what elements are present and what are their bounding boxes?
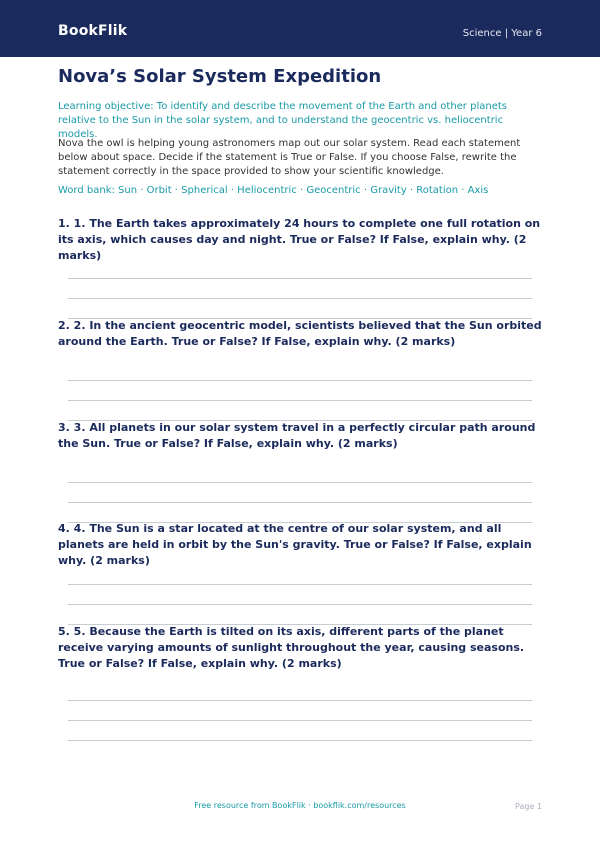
- question-text: 1. 1. The Earth takes approximately 24 hours to complete one full rotation on its axis, which causes day and night. True or False? If False, explain why. (2 marks): [58, 217, 541, 262]
- answer-line[interactable]: [68, 720, 532, 721]
- question-text: 3. 3. All planets in our solar system travel in a perfectly circular path around the Sun. True or False? If False, explain why. (2 marks): [58, 421, 536, 450]
- question-4: [58, 521, 542, 569]
- question-2: [58, 318, 542, 350]
- question-text: 5. 5. Because the Earth is tilted on its axis, different parts of the planet receive varying amounts of sunlight throughout the year, causing seasons. True or False? If False, explain why. (2 marks): [58, 625, 525, 670]
- brand-logo[interactable]: BookFlik: [58, 23, 128, 39]
- question-text: 4. 4. The Sun is a star located at the centre of our solar system, and all planets are held in orbit by the Sun's gravity. True or False? If False, explain why. (2 marks): [58, 522, 532, 567]
- answer-line[interactable]: [68, 400, 532, 401]
- question-3: [58, 420, 542, 452]
- footer-link[interactable]: Free resource from BookFlik · bookflik.com/resources: [194, 801, 406, 810]
- instructions: Nova the owl is helping young astronomers map out our solar system. Read each statement below about space. Decide if the statement is True or False. If you choose False, rewrite the statement correctly in the space provided to show your scientific knowledge.: [58, 138, 521, 177]
- question-text: 2. 2. In the ancient geocentric model, scientists believed that the Sun orbited around the Earth. True or False? If False, explain why. (2 marks): [58, 319, 542, 348]
- answer-line[interactable]: [68, 380, 532, 381]
- answer-line[interactable]: [68, 740, 532, 741]
- answer-line[interactable]: [68, 604, 532, 605]
- answer-line[interactable]: [68, 482, 532, 483]
- word-bank: Word bank: Sun · Orbit · Spherical · Heliocentric · Geocentric · Gravity · Rotation · Axis: [58, 185, 489, 196]
- answer-line[interactable]: [68, 278, 532, 279]
- answer-line[interactable]: [68, 298, 532, 299]
- answer-line[interactable]: [68, 502, 532, 503]
- page-title: Nova’s Solar System Expedition: [58, 66, 382, 87]
- page-number: Page 1: [515, 802, 542, 811]
- question-5: [58, 624, 542, 672]
- answer-line[interactable]: [68, 584, 532, 585]
- page-header: [0, 0, 600, 57]
- question-1: [58, 216, 542, 264]
- answer-line[interactable]: [68, 700, 532, 701]
- subject-year: Science | Year 6: [462, 28, 542, 39]
- learning-objective: Learning objective: To identify and describe the movement of the Earth and other planets relative to the Sun in the solar system, and to understand the geocentric vs. heliocentric models.: [58, 101, 507, 140]
